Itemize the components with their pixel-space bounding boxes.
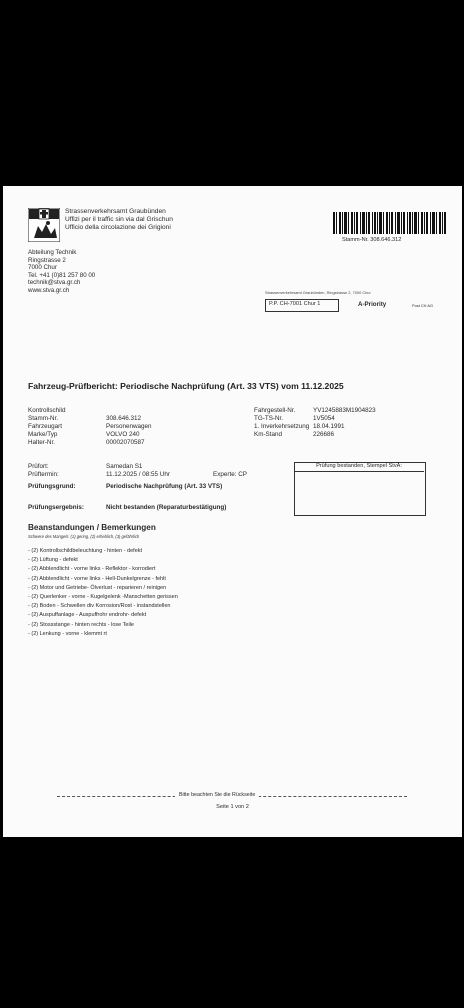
email: technik@stva.gr.ch <box>28 279 81 287</box>
prueftermin-label: Prüftermin: <box>28 471 59 478</box>
pp-stamp: P.P. CH-7001 Chur 1 <box>269 301 321 307</box>
department-address <box>28 249 95 295</box>
list-item: - (2) Stossstange - hinten rechts - lose Teile <box>28 621 134 628</box>
street: Ringstrasse 2 <box>28 256 66 264</box>
list-item: - (2) Lüftung - defekt <box>28 557 78 564</box>
pruefort-label: Prüfort: <box>28 463 49 470</box>
fahrzeugart-value: Personenwagen <box>106 423 152 430</box>
stamm-label: Stamm-Nr. <box>28 415 59 422</box>
pruefungsgrund-label: Prüfungsgrund: <box>28 483 76 490</box>
marke-value: VOLVO 240 <box>106 431 140 438</box>
report-title: Fahrzeug-Prüfbericht: Periodische Nachprüfung (Art. 33 VTS) vom 11.12.2025 <box>28 381 344 391</box>
website: www.stva.gr.ch <box>28 286 70 294</box>
halter-label: Halter-Nr. <box>28 439 55 446</box>
post-label: Post CH AG <box>412 303 433 308</box>
priority-label: A-Priority <box>358 301 387 308</box>
marke-label: Marke/Typ <box>28 431 58 438</box>
fahrgestell-label: Fahrgestell-Nr. <box>254 407 296 414</box>
prueftermin-value: 11.12.2025 / 08:55 Uhr <box>106 471 170 478</box>
list-item: - (2) Auspuffanlage - Auspuffrohr endrohr- defekt <box>28 612 147 619</box>
department: Abteilung Technik <box>28 249 77 256</box>
halter-value: 00002070587 <box>106 439 145 446</box>
agency-name-it: Ufficio della circolazione dei Grigioni <box>65 224 171 232</box>
defects-list <box>28 547 178 639</box>
km-value: 226686 <box>313 431 335 438</box>
list-item: - (2) Kontrollschildbeleuchtung - hinten - defekt <box>28 548 143 554</box>
fahrgestell-value: YV1245883M1904823 <box>313 407 376 414</box>
list-item: - (2) Abblendlicht - vorne links - Hell-Dunkelgrenze - fehlt <box>28 575 166 582</box>
kontrollschild-label: Kontrollschild <box>28 407 66 414</box>
pruefungsergebnis-value: Nicht bestanden (Reparaturbestätigung) <box>106 504 227 511</box>
list-item: - (2) Motor und Getriebe- Ölverlust - reparieren / reinigen <box>28 584 167 591</box>
list-item: - (2) Querlenker - vorne - Kugelgelenk -Manschetten gerissen <box>28 594 178 601</box>
tgts-value: 1V5054 <box>313 415 335 422</box>
agency-name-rm: Uffizi per il traffic sin via dal Grischun <box>65 216 173 224</box>
list-item: - (2) Lenkung - vorne - klemmt rt <box>28 630 107 637</box>
defects-heading: Beanstandungen / Bemerkungen <box>28 523 156 532</box>
stamm-number-header: Stamm-Nr. 308.646.312 <box>342 237 402 243</box>
phone: Tel. +41 (0)81 257 80 00 <box>28 271 96 279</box>
pruefort-value: Samedan S1 <box>106 463 143 470</box>
sender-line: Strassenverkehrsamt Graubünden, Ringstrasse 2, 7000 Chur <box>265 290 371 295</box>
inverkehr-label: 1. Inverkehrsetzung <box>254 423 310 430</box>
coat-of-arms-logo <box>28 208 60 242</box>
list-item: - (2) Abblendlicht - vorne links - Reflektor - korrodiert <box>28 566 156 573</box>
footer-note: Bitte beachten Sie die Rückseite <box>175 792 259 798</box>
pruefungsergebnis-label: Prüfungsergebnis: <box>28 504 84 511</box>
tgts-label: TG-TS-Nr. <box>254 415 284 422</box>
experte: Experte: CP <box>213 471 247 478</box>
inverkehr-value: 18.04.1991 <box>313 423 345 430</box>
agency-name-block <box>65 208 173 233</box>
city: 7000 Chur <box>28 264 57 272</box>
stamm-value: 308.646.312 <box>106 415 142 422</box>
agency-name-de: Strassenverkehrsamt Graubünden <box>65 208 166 215</box>
fahrzeugart-label: Fahrzeugart <box>28 423 62 430</box>
barcode <box>333 212 446 234</box>
stamp-box-title: Prüfung bestanden, Stempel StvA: <box>294 462 424 472</box>
page-number: Seite 1 von 2 <box>216 804 249 810</box>
document-page <box>3 186 462 837</box>
pruefungsgrund-value: Periodische Nachprüfung (Art. 33 VTS) <box>106 483 223 490</box>
km-label: Km-Stand <box>254 431 282 438</box>
severity-note: Schwere des Mangels: (1) gering, (2) erheblich, (3) gefährlich <box>28 534 140 539</box>
list-item: - (2) Boden - Schwellen div Korrosion/Rost - instandstellen <box>28 603 171 610</box>
